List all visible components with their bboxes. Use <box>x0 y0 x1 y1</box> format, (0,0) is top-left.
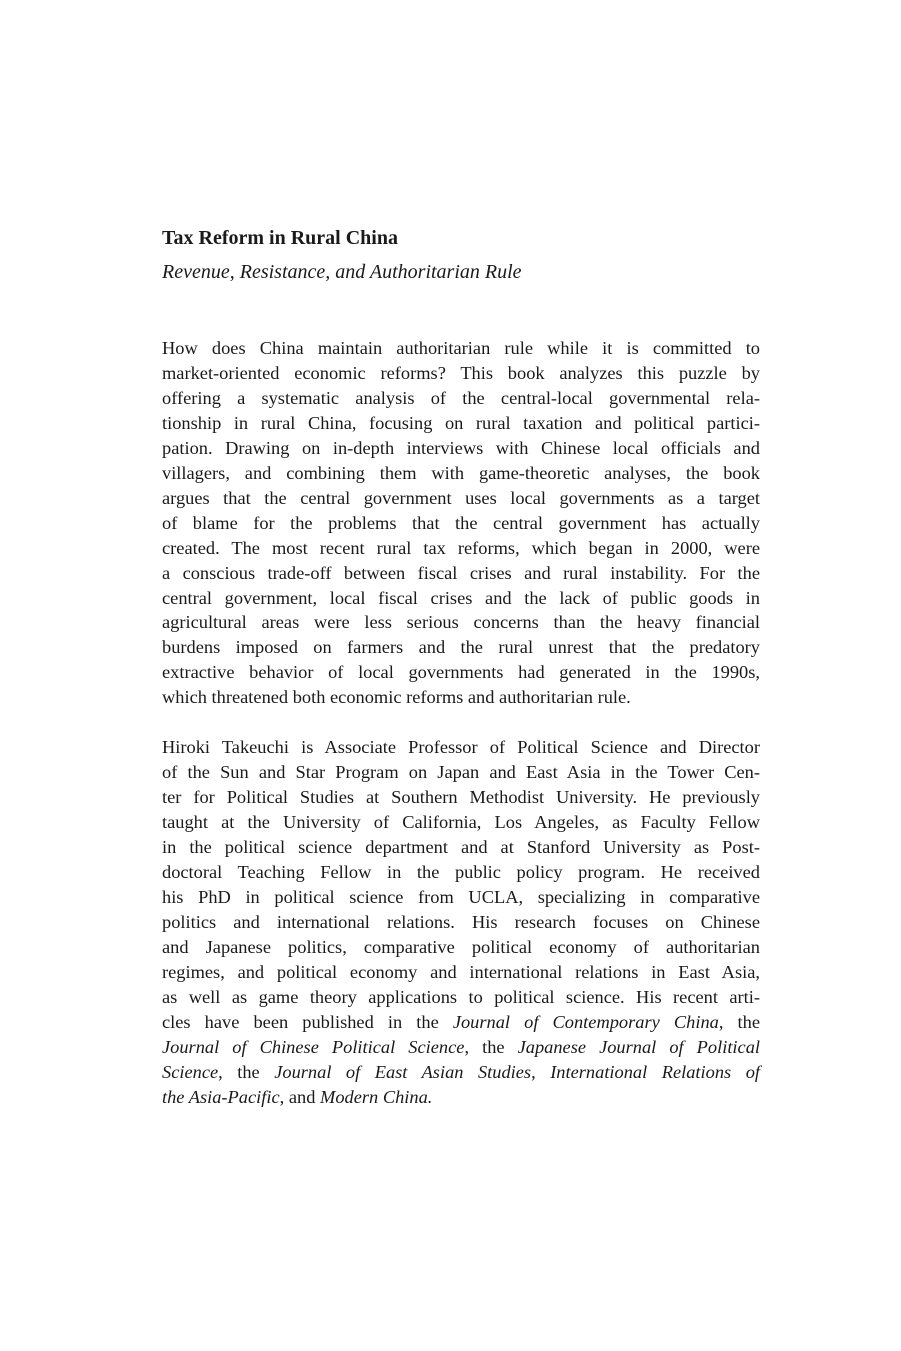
bio-line <box>162 1010 760 1035</box>
bio-line: of the Sun and Star Program on Japan and East Asia in the Tower Cen- <box>162 762 760 783</box>
book-title: Tax Reform in Rural China <box>162 227 398 249</box>
description-line: extractive behavior of local governments had generated in the 1990s, <box>162 662 760 683</box>
description-line: offering a systematic analysis of the central-local governmental rela- <box>162 387 760 408</box>
bio-text: , and <box>279 1086 320 1107</box>
bio-line: as well as game theory applications to political science. His recent arti- <box>162 986 760 1007</box>
bio-line: regimes, and political economy and international relations in East Asia, <box>162 961 760 982</box>
description-line: How does China maintain authoritarian rule while it is committed to <box>162 338 760 358</box>
bio-text: , the <box>218 1061 275 1082</box>
bio-line <box>162 1035 760 1060</box>
description-line: tionship in rural China, focusing on rural taxation and political partici- <box>162 412 760 433</box>
bio-line: taught at the University of California, Los Angeles, as Faculty Fellow <box>162 812 760 833</box>
description-line: central government, local fiscal crises and the lack of public goods in <box>162 587 760 608</box>
description-line: pation. Drawing on in-depth interviews with Chinese local officials and <box>162 437 760 458</box>
bio-line: ter for Political Studies at Southern Methodist University. He previously <box>162 787 760 808</box>
page-content <box>162 222 760 1110</box>
bio-line: politics and international relations. His research focuses on Chinese <box>162 911 760 932</box>
bio-line <box>162 1085 760 1110</box>
bio-line: his PhD in political science from UCLA, specializing in comparative <box>162 887 760 908</box>
bio-text: , the <box>718 1011 760 1032</box>
journal-title: Journal of Chinese Political Science <box>162 1036 465 1057</box>
author-bio <box>162 735 760 1109</box>
bio-line <box>162 1060 760 1085</box>
book-subtitle: Revenue, Resistance, and Authoritarian Rule <box>162 261 522 283</box>
journal-title: Modern China. <box>320 1086 433 1107</box>
description-line: market-oriented economic reforms? This book analyzes this puzzle by <box>162 362 760 383</box>
bio-text: , the <box>464 1036 518 1057</box>
bio-line: and Japanese politics, comparative political economy of authoritarian <box>162 936 760 957</box>
description-line: villagers, and combining them with game-theoretic analyses, the book <box>162 462 760 483</box>
journal-title: Journal of East Asian Studies <box>274 1061 532 1082</box>
book-description <box>162 336 760 710</box>
journal-title: International Relations of <box>550 1061 760 1082</box>
description-line: a conscious trade-off between fiscal crises and rural instability. For the <box>162 562 760 583</box>
journal-title: Science <box>162 1061 219 1082</box>
description-line: burdens imposed on farmers and the rural unrest that the predatory <box>162 637 760 658</box>
bio-line: in the political science department and at Stanford University as Post- <box>162 837 760 858</box>
bio-line: doctoral Teaching Fellow in the public policy program. He received <box>162 862 760 883</box>
bio-line: Hiroki Takeuchi is Associate Professor of Political Science and Director <box>162 737 760 758</box>
description-line: which threatened both economic reforms and authoritarian rule. <box>162 687 631 708</box>
journal-title: Journal of Contemporary China <box>452 1011 719 1032</box>
bio-text: cles have been published in the <box>162 1011 453 1032</box>
description-line: argues that the central government uses local governments as a target <box>162 487 760 508</box>
bio-text: , <box>531 1061 551 1082</box>
description-line: of blame for the problems that the central government has actually <box>162 512 760 533</box>
journal-title: the Asia-Pacific <box>162 1086 280 1107</box>
journal-title: Japanese Journal of Political <box>517 1036 761 1057</box>
description-line: agricultural areas were less serious concerns than the heavy financial <box>162 612 760 633</box>
description-line: created. The most recent rural tax reforms, which began in 2000, were <box>162 537 760 558</box>
